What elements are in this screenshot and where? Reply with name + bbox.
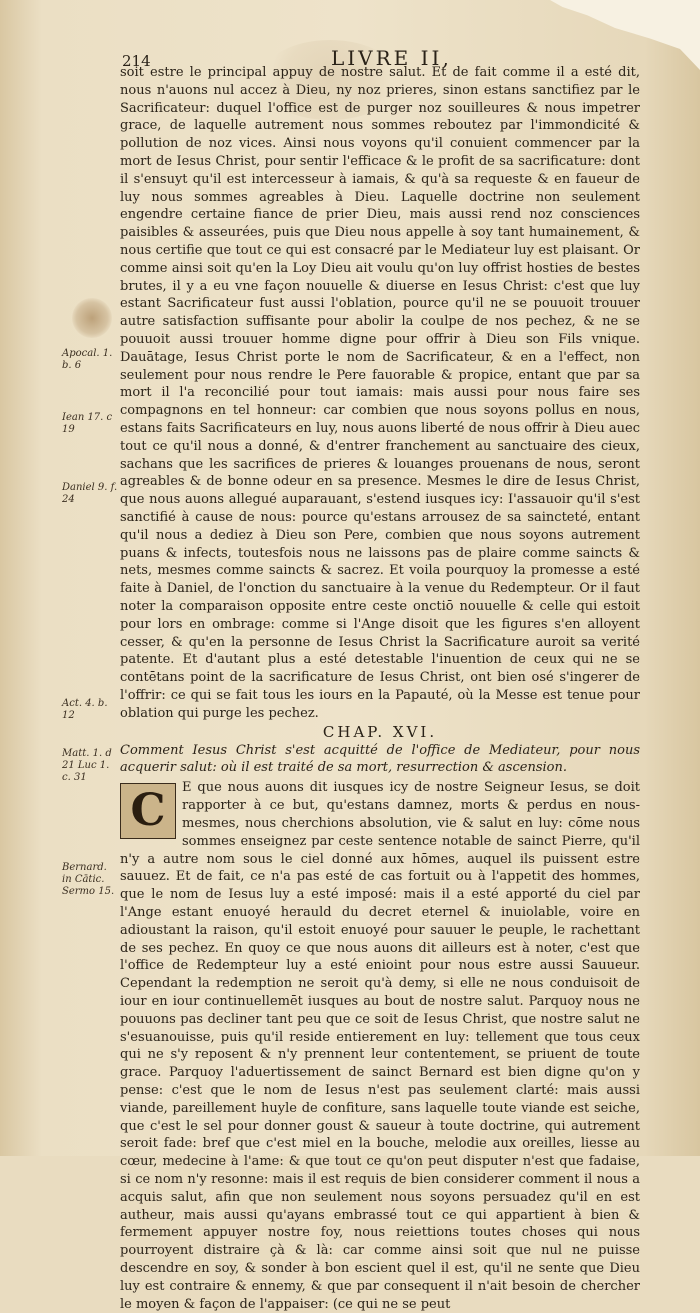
margin-note: Matt. 1. d 21 Luc 1. c. 31 [62, 748, 112, 783]
decorated-initial: C [120, 783, 176, 839]
margin-note: Iean 17. c 19 [62, 412, 113, 435]
running-head: LIVRE II, [331, 46, 452, 70]
margin-note: Bernard. in Cātic. Sermo 15. [62, 862, 115, 897]
paragraph: E que nous auons dit iusques icy de nostre Seigneur Iesus, se doit rapporter à ce but, qu'estans damnez, morts & perdus en nous-mesmes, nous cherchions absolution, vie & salut en luy: cōme nous sommes enseignez par ceste sentence notable de sainct Pierre, qu'il n'y a autre nom sous le ciel donné aux hōmes, auquel ils puissent estre sauuez. Et de fait, ce n'a pas esté de cas fortuit ou à l'appetit des hommes, que le nom de Iesus luy a esté imposé: mais il a esté apporté du ciel par l'Ange estant enuoyé herauld du decret eternel & inuiolable, voire en adioustant la raison, qu'il estoit enuoyé pour sauuer le peuple, le rachettant de ses pechez. En quoy ce que nous auons dit ailleurs est à noter, c'est que l'office de Redempteur luy a esté enioint pour nous estre aussi Sauueur. Cependant la redemption ne seroit qu'à demy, si elle ne nous conduisoit de iour en iour continuellemēt iusques au bout de nostre salut. Parquoy nous ne pouuons pas decliner tant peu que ce soit de Iesus Christ, que nostre salut ne s'esuanouisse, puis qu'il reside entierement en luy: tellement que tous ceux qui ne s'y reposent & n'y prennent leur contentement, se priuent de toute grace. Parquoy l'aduertissement de sainct Bernard est bien digne qu'on y pense: c'est que le nom de Iesus n'est pas seulement clarté: mais aussi viande, pareillement huyle de confiture, sans laquelle toute viande est seiche, que c'est le sel pour donner goust & saueur à toute doctrine, qui autrement seroit fade: bref que c'est miel en la bouche, melodie aux oreilles, liesse au cœur, medecine à l'ame: & que tout ce qu'on peut disputer n'est que fadaise, si ce nom n'y resonne: mais il est requis de bien considerer comment il nous a acquis salut, afin que non seulement nous soyons persuadez qu'il en est autheur, mais aussi qu'ayans embrassé tout ce qui appartient à bien & fermement appuyer nostre foy, nous reiettions toutes choses qui nous pourroyent distraire çà & là: car comme ainsi soit que nul ne puisse descendre en soy, & sonder à bon escient quel il est, qu'il ne sente que Dieu luy est contraire & ennemy, & que par consequent il n'ait besoin de chercher le moyen & façon de l'appaiser: (ce qui ne se peut [120, 780, 640, 1312]
chapter-title: CHAP. XVI. [322, 723, 438, 742]
body-text [120, 64, 640, 1313]
stain-mark [72, 298, 112, 338]
page-number: 214 [122, 52, 151, 70]
margin-note: Act. 4. b. 12 [62, 698, 108, 721]
margin-note: Apocal. 1. b. 6 [62, 348, 113, 371]
chapter-subtitle: Comment Iesus Christ s'est acquitté de l'office de Mediateur, pour nous acquerir salut: où il est traité de sa mort, resurrection & ascension. [120, 743, 640, 776]
margin-note: Daniel 9. f. 24 [62, 482, 118, 505]
paragraph: soit estre le principal appuy de nostre salut. Et de fait comme il a esté dit, nous n'auons nul accez à Dieu, ny noz prieres, sinon estans sanctifiez par le Sacrificateur: duquel l'office est de purger noz souilleures & nous impetrer grace, de laquelle autrement nous sommes reboutez par l'immondicité & pollution de noz vices. Ainsi nous voyons qu'il conuient commencer par la mort de Iesus Christ, pour sentir l'efficace & le profit de sa sacrificature: dont il s'ensuyt qu'il est intercesseur à iamais, & qu'à sa requeste & en faueur de luy nous sommes agreables à Dieu. Laquelle doctrine non seulement engendre certaine fiance de prier Dieu, mais aussi rend noz consciences paisibles & asseurées, puis que Dieu nous appelle à soy tant humainement, & nous certifie que tout ce qui est consacré par le Mediateur luy est plaisant. Or comme ainsi soit qu'en la Loy Dieu ait voulu qu'on luy offrist hosties de bestes brutes, il y a eu vne façon nouuelle & diuerse en Iesus Christ: c'est que luy estant Sacrificateur fust aussi l'oblation, pource qu'il ne se pouuoit trouuer autre satisfaction suffisante pour abolir la coulpe de nos pechez, & ne se pouuoit aussi trouuer homme digne pour offrir à Dieu son Fils vnique. Dauātage, Iesus Christ porte le nom de Sacrificateur, & en a l'effect, non seulement pour nous rendre le Pere fauorable & propice, entant que par sa mort il l'a reconcilié pour tout iamais: mais aussi pour nous faire ses compagnons en tel honneur: car combien que nous soyons pollus en nous, estans faits Sacrificateurs en luy, nous auons liberté de nous offrir à Dieu auec tout ce qu'il nous a donné, & d'entrer franchement au sanctuaire des cieux, sachans que les sacrifices de prieres & louanges prouenans de nous, seront agreables & de bonne odeur en sa presence. Mesmes le dire de Iesus Christ, que nous auons allegué auparauant, s'estend iusques icy: I'assauoir qu'il s'est sanctifié à cause de nous: pource qu'estans arrousez de sa saincteté, entant qu'il nous a dediez à Dieu son Pere, combien que nous soyons autrement puans & infects, toutesfois nous ne laissons pas de plaire comme saincts & nets, mesmes comme saincts & sacrez. Et voila pourquoy la promesse a esté faite à Daniel, de l'onction du sanctuaire à la venue du Redempteur. Or il faut noter la comparaison opposite entre ceste onctiō nouuelle & celle qui estoit pour lors en ombrage: comme si l'Ange disoit que les figures s'en alloyent cesser, & qu'en la personne de Iesus Christ la Sacrificature auroit sa verité patente. Et d'autant plus a esté detestable l'inuention de ceux qui ne se contētans point de la sacrificature de Iesus Christ, ont bien osé s'ingerer de l'offrir: ce qui se fait tous les iours en la Papauté, où la Messe est tenue pour oblation qui purge les pechez. [120, 65, 640, 721]
